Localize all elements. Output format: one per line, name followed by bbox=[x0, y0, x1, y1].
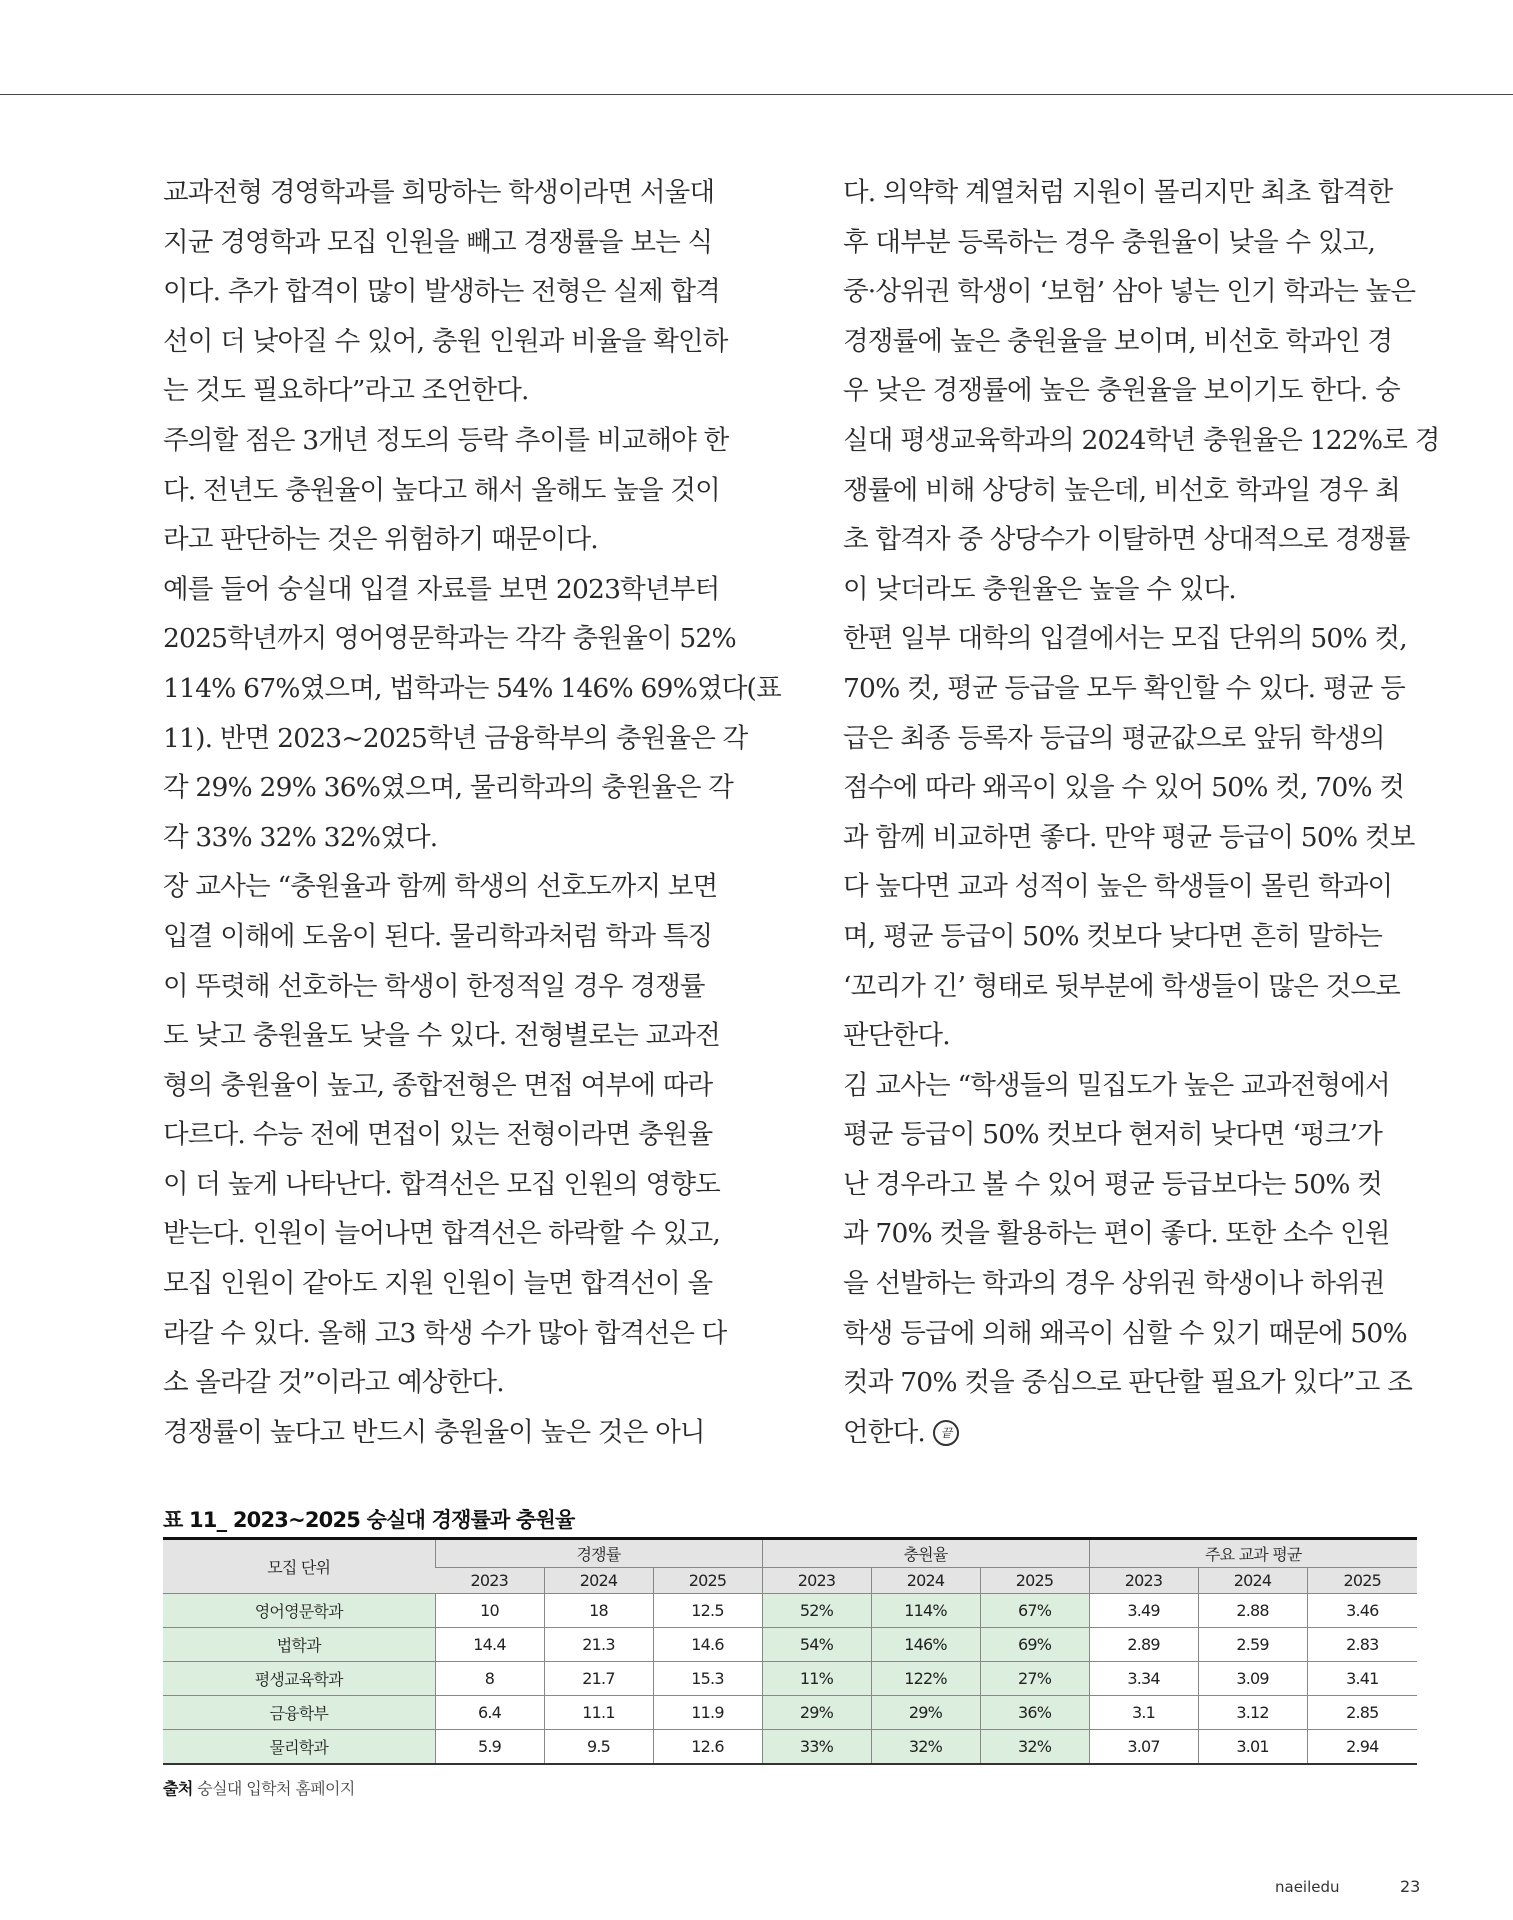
value-cell: 18 bbox=[544, 1594, 653, 1628]
article-line-text: 학생 등급에 의해 왜곡이 심할 수 있기 때문에 50% bbox=[843, 1317, 1407, 1349]
article-line: 라고 판단하는 것은 위험하기 때문이다. bbox=[163, 524, 598, 556]
value-cell: 12.5 bbox=[653, 1594, 762, 1628]
value-cell: 3.12 bbox=[1198, 1696, 1307, 1730]
article-line-text: 다 높다면 교과 성적이 높은 학생들이 몰린 학과이 bbox=[843, 871, 1393, 903]
group-header-fill-rate: 충원율 bbox=[762, 1539, 1089, 1568]
article-line-text: 경쟁률에 높은 충원율을 보이며, 비선호 학과인 경 bbox=[843, 325, 1393, 357]
article-line-text: 점수에 따라 왜곡이 있을 수 있어 50% 컷, 70% 컷 bbox=[843, 772, 1405, 804]
source-label: 출처 bbox=[163, 1779, 193, 1798]
article-line bbox=[843, 1408, 1425, 1458]
table-row bbox=[163, 1662, 1417, 1696]
article-line bbox=[843, 1110, 1425, 1160]
article-line-text: 평균 등급이 50% 컷보다 현저히 낮다면 ‘펑크’가 bbox=[843, 1119, 1383, 1151]
article-line: 소 올라갈 것”이라고 예상한다. bbox=[163, 1367, 504, 1399]
article-left-column bbox=[163, 168, 781, 1457]
article-line-text: 판단한다. bbox=[843, 1020, 950, 1052]
value-cell: 67% bbox=[980, 1594, 1089, 1628]
value-cell: 2.88 bbox=[1198, 1594, 1307, 1628]
value-cell: 2.85 bbox=[1307, 1696, 1417, 1730]
year-header: 2024 bbox=[871, 1568, 980, 1594]
article-line: 다르다. 수능 전에 면접이 있는 전형이라면 충원율 bbox=[163, 1119, 713, 1151]
article-line bbox=[843, 565, 1425, 615]
value-cell: 2.89 bbox=[1089, 1628, 1198, 1662]
year-header: 2025 bbox=[980, 1568, 1089, 1594]
unit-cell: 금융학부 bbox=[163, 1696, 435, 1730]
value-cell: 8 bbox=[435, 1662, 544, 1696]
year-header: 2023 bbox=[435, 1568, 544, 1594]
article-line-text: 며, 평균 등급이 50% 컷보다 낮다면 흔히 말하는 bbox=[843, 920, 1383, 952]
value-cell: 122% bbox=[871, 1662, 980, 1696]
article-line: 각 33% 32% 32%였다. bbox=[163, 821, 438, 853]
article-line: 지균 경영학과 모집 인원을 빼고 경쟁률을 보는 식 bbox=[163, 226, 713, 258]
table-row bbox=[163, 1628, 1417, 1662]
article-line: 이 뚜렷해 선호하는 학생이 한정적일 경우 경쟁률 bbox=[163, 970, 705, 1002]
top-rule bbox=[0, 94, 1513, 95]
article-line bbox=[843, 1209, 1425, 1259]
article-line-text: 언한다. bbox=[843, 1416, 926, 1448]
article-line bbox=[843, 614, 1425, 664]
article-line: 는 것도 필요하다”라고 조언한다. bbox=[163, 375, 529, 407]
article-line bbox=[843, 267, 1425, 317]
value-cell: 29% bbox=[762, 1696, 871, 1730]
article-line bbox=[843, 912, 1425, 962]
year-header: 2024 bbox=[544, 1568, 653, 1594]
article-line bbox=[843, 168, 1425, 218]
article-line bbox=[843, 416, 1440, 466]
year-header: 2023 bbox=[1089, 1568, 1198, 1594]
table-row bbox=[163, 1696, 1417, 1730]
value-cell: 5.9 bbox=[435, 1730, 544, 1765]
value-cell: 15.3 bbox=[653, 1662, 762, 1696]
value-cell: 146% bbox=[871, 1628, 980, 1662]
value-cell: 14.6 bbox=[653, 1628, 762, 1662]
value-cell: 11% bbox=[762, 1662, 871, 1696]
article-line-text: 과 함께 비교하면 좋다. 만약 평균 등급이 50% 컷보 bbox=[843, 821, 1415, 853]
article-line: 장 교사는 “충원율과 함께 학생의 선호도까지 보면 bbox=[163, 871, 718, 903]
value-cell: 3.09 bbox=[1198, 1662, 1307, 1696]
page-number: 23 bbox=[1400, 1877, 1421, 1896]
article-line bbox=[843, 1011, 1425, 1061]
article-line-text: 급은 최종 등록자 등급의 평균값으로 앞뒤 학생의 bbox=[843, 722, 1385, 754]
article-line bbox=[843, 1358, 1425, 1408]
value-cell: 54% bbox=[762, 1628, 871, 1662]
unit-cell: 물리학과 bbox=[163, 1730, 435, 1765]
article-line bbox=[843, 813, 1425, 863]
article-line: 예를 들어 숭실대 입결 자료를 보면 2023학년부터 bbox=[163, 573, 720, 605]
article-line bbox=[843, 862, 1425, 912]
value-cell: 6.4 bbox=[435, 1696, 544, 1730]
value-cell: 3.01 bbox=[1198, 1730, 1307, 1765]
article-line-text: 후 대부분 등록하는 경우 충원율이 낮을 수 있고, bbox=[843, 226, 1376, 258]
value-cell: 114% bbox=[871, 1594, 980, 1628]
article-line: 2025학년까지 영어영문학과는 각각 충원율이 52% bbox=[163, 623, 736, 655]
article-line-text: 실대 평생교육학과의 2024학년 충원율은 122%로 경 bbox=[843, 424, 1440, 456]
value-cell: 3.46 bbox=[1307, 1594, 1417, 1628]
article-line-text: 을 선발하는 학과의 경우 상위권 학생이나 하위권 bbox=[843, 1268, 1385, 1300]
article-line: 형의 충원율이 높고, 종합전형은 면접 여부에 따라 bbox=[163, 1069, 713, 1101]
unit-cell: 평생교육학과 bbox=[163, 1662, 435, 1696]
article-line: 주의할 점은 3개년 정도의 등락 추이를 비교해야 한 bbox=[163, 424, 729, 456]
article-line bbox=[843, 218, 1425, 268]
year-header: 2023 bbox=[762, 1568, 871, 1594]
table-row bbox=[163, 1730, 1417, 1765]
table-body bbox=[163, 1594, 1417, 1765]
value-cell: 2.83 bbox=[1307, 1628, 1417, 1662]
year-header: 2025 bbox=[653, 1568, 762, 1594]
value-cell: 2.59 bbox=[1198, 1628, 1307, 1662]
article-right-column bbox=[843, 168, 1440, 1457]
table-title: 표 11_ 2023~2025 숭실대 경쟁률과 충원율 bbox=[163, 1508, 575, 1532]
value-cell: 3.07 bbox=[1089, 1730, 1198, 1765]
article-line-text: 다. 의약학 계열처럼 지원이 몰리지만 최초 합격한 bbox=[843, 177, 1393, 208]
unit-cell: 법학과 bbox=[163, 1628, 435, 1662]
table-row bbox=[163, 1594, 1417, 1628]
article-line-text: 한편 일부 대학의 입결에서는 모집 단위의 50% 컷, bbox=[843, 623, 1407, 655]
article-line-text: 과 70% 컷을 활용하는 편이 좋다. 또한 소수 인원 bbox=[843, 1218, 1390, 1250]
group-header-competition: 경쟁률 bbox=[435, 1539, 762, 1568]
article-line-text: 70% 컷, 평균 등급을 모두 확인할 수 있다. 평균 등 bbox=[843, 672, 1405, 704]
article-line-text: 김 교사는 “학생들의 밀집도가 높은 교과전형에서 bbox=[843, 1069, 1390, 1101]
value-cell: 36% bbox=[980, 1696, 1089, 1730]
article-line: 선이 더 낮아질 수 있어, 충원 인원과 비율을 확인하 bbox=[163, 325, 728, 357]
value-cell: 33% bbox=[762, 1730, 871, 1765]
source-text: 숭실대 입학처 홈페이지 bbox=[197, 1779, 355, 1798]
source-note bbox=[163, 1776, 355, 1799]
article-line bbox=[843, 1160, 1425, 1210]
footer-brand: naeiledu bbox=[1275, 1878, 1340, 1896]
value-cell: 3.41 bbox=[1307, 1662, 1417, 1696]
value-cell: 11.9 bbox=[653, 1696, 762, 1730]
value-cell: 10 bbox=[435, 1594, 544, 1628]
article-line: 교과전형 경영학과를 희망하는 학생이라면 서울대 bbox=[163, 177, 715, 208]
article-line-text: 쟁률에 비해 상당히 높은데, 비선호 학과일 경우 최 bbox=[843, 474, 1400, 506]
value-cell: 3.1 bbox=[1089, 1696, 1198, 1730]
value-cell: 21.3 bbox=[544, 1628, 653, 1662]
article-line bbox=[843, 664, 1425, 714]
value-cell: 32% bbox=[980, 1730, 1089, 1765]
value-cell: 69% bbox=[980, 1628, 1089, 1662]
value-cell: 29% bbox=[871, 1696, 980, 1730]
article-line: 경쟁률이 높다고 반드시 충원율이 높은 것은 아니 bbox=[163, 1416, 705, 1448]
value-cell: 12.6 bbox=[653, 1730, 762, 1765]
article-line: 11). 반면 2023~2025학년 금융학부의 충원율은 각 bbox=[163, 722, 748, 754]
value-cell: 2.94 bbox=[1307, 1730, 1417, 1765]
article-line bbox=[843, 466, 1425, 516]
article-line-text: 난 경우라고 볼 수 있어 평균 등급보다는 50% 컷 bbox=[843, 1168, 1383, 1200]
article-line: 모집 인원이 같아도 지원 인원이 늘면 합격선이 올 bbox=[163, 1268, 713, 1300]
admission-table bbox=[163, 1537, 1417, 1765]
value-cell: 9.5 bbox=[544, 1730, 653, 1765]
article-line-text: 우 낮은 경쟁률에 높은 충원율을 보이기도 한다. 숭 bbox=[843, 375, 1400, 407]
value-cell: 3.49 bbox=[1089, 1594, 1198, 1628]
article-line-text: ‘꼬리가 긴’ 형태로 뒷부분에 학생들이 많은 것으로 bbox=[843, 970, 1400, 1002]
value-cell: 27% bbox=[980, 1662, 1089, 1696]
end-mark-icon: 끝 bbox=[933, 1420, 959, 1446]
article-line-text: 이 낮더라도 충원율은 높을 수 있다. bbox=[843, 573, 1236, 605]
article-line: 다. 전년도 충원율이 높다고 해서 올해도 높을 것이 bbox=[163, 474, 720, 506]
article-line bbox=[843, 1259, 1425, 1309]
value-cell: 52% bbox=[762, 1594, 871, 1628]
article-line bbox=[843, 366, 1425, 416]
year-header: 2024 bbox=[1198, 1568, 1307, 1594]
article-line bbox=[843, 515, 1425, 565]
article-line-text: 초 합격자 중 상당수가 이탈하면 상대적으로 경쟁률 bbox=[843, 524, 1410, 556]
article-line-text: 중·상위권 학생이 ‘보험’ 삼아 넣는 인기 학과는 높은 bbox=[843, 276, 1416, 308]
value-cell: 21.7 bbox=[544, 1662, 653, 1696]
group-header-grade-average: 주요 교과 평균 bbox=[1089, 1539, 1417, 1568]
article-line: 라갈 수 있다. 올해 고3 학생 수가 많아 합격선은 다 bbox=[163, 1317, 727, 1349]
article-line bbox=[843, 763, 1425, 813]
article-line: 이다. 추가 합격이 많이 발생하는 전형은 실제 합격 bbox=[163, 276, 720, 308]
value-cell: 3.34 bbox=[1089, 1662, 1198, 1696]
article-line bbox=[843, 317, 1425, 367]
article-line: 받는다. 인원이 늘어나면 합격선은 하락할 수 있고, bbox=[163, 1218, 720, 1250]
article-line bbox=[843, 1061, 1425, 1111]
article-line bbox=[843, 1309, 1425, 1359]
article-line-text: 컷과 70% 컷을 중심으로 판단할 필요가 있다”고 조 bbox=[843, 1367, 1412, 1399]
year-header: 2025 bbox=[1307, 1568, 1417, 1594]
value-cell: 14.4 bbox=[435, 1628, 544, 1662]
article-line: 114% 67%였으며, 법학과는 54% 146% 69%였다(표 bbox=[163, 672, 781, 704]
unit-header: 모집 단위 bbox=[163, 1539, 435, 1594]
article-line: 도 낮고 충원율도 낮을 수 있다. 전형별로는 교과전 bbox=[163, 1020, 720, 1052]
article-line: 입결 이해에 도움이 된다. 물리학과처럼 학과 특징 bbox=[163, 920, 713, 952]
article-line: 각 29% 29% 36%였으며, 물리학과의 충원율은 각 bbox=[163, 772, 734, 804]
article-line bbox=[843, 714, 1425, 764]
value-cell: 11.1 bbox=[544, 1696, 653, 1730]
value-cell: 32% bbox=[871, 1730, 980, 1765]
article-line: 이 더 높게 나타난다. 합격선은 모집 인원의 영향도 bbox=[163, 1168, 720, 1200]
unit-cell: 영어영문학과 bbox=[163, 1594, 435, 1628]
article-line bbox=[843, 962, 1425, 1012]
